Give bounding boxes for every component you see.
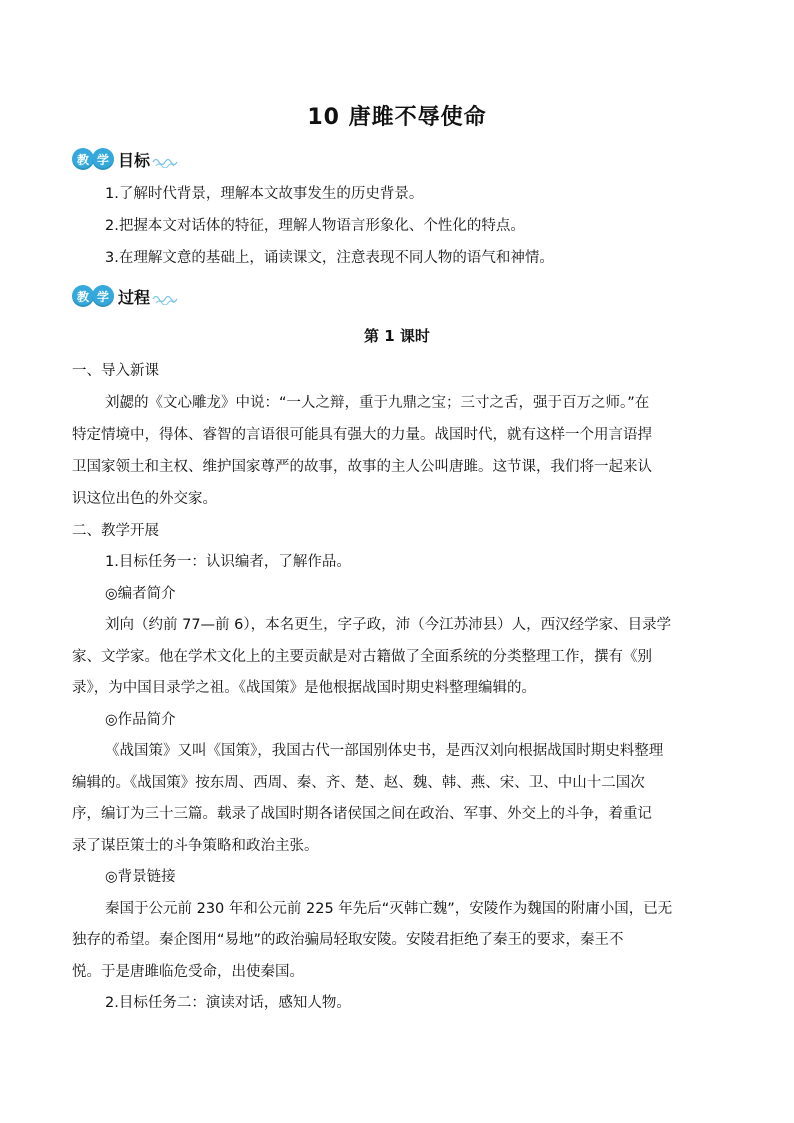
wave-decoration-icon xyxy=(152,293,178,305)
badge-char-1: 教 xyxy=(72,285,94,307)
paragraph-line: 特定情境中，得体、睿智的言语很可能具有强大的力量。战国时代，就有这样一个用言语捍 xyxy=(72,427,652,443)
paragraph-line: 独存的希望。秦企图用“易地”的政治骗局轻取安陵。安陵君拒绝了秦王的要求，秦王不 xyxy=(72,932,624,948)
section-heading-intro: 一、导入新课 xyxy=(72,363,159,379)
paragraph-line: 《战国策》又叫《国策》，我国古代一部国别体史书，是西汉刘向根据战国时期史料整理 xyxy=(105,743,664,759)
goal-item: 1.了解时代背景，理解本文故事发生的历史背景。 xyxy=(105,186,424,202)
task-heading: 2.目标任务二：演读对话，感知人物。 xyxy=(105,995,351,1011)
paragraph-line: 悦。于是唐雎临危受命，出使秦国。 xyxy=(72,964,304,980)
goal-item: 2.把握本文对话体的特征，理解人物语言形象化、个性化的特点。 xyxy=(105,218,525,234)
section-badge xyxy=(72,285,112,307)
lesson-title: 第 1 课时 xyxy=(364,327,430,345)
subheading-work: ◎作品简介 xyxy=(105,712,176,728)
task-heading: 1.目标任务一：认识编者，了解作品。 xyxy=(105,554,351,570)
section-label: 目标 xyxy=(118,150,151,170)
badge-char-2: 学 xyxy=(92,148,114,170)
paragraph-line: 刘勰的《文心雕龙》中说：“一人之辩，重于九鼎之宝；三寸之舌，强于百万之师。”在 xyxy=(105,395,650,411)
section-header-goals xyxy=(72,146,178,172)
paragraph-line: 识这位出色的外交家。 xyxy=(72,491,217,507)
badge-char-2: 学 xyxy=(92,285,114,307)
paragraph-line: 序，编订为三十三篇。载录了战国时期各诸侯国之间在政治、军事、外交上的斗争，着重记 xyxy=(72,806,652,822)
section-label: 过程 xyxy=(118,287,151,307)
subheading-background: ◎背景链接 xyxy=(105,869,176,885)
subheading-editor: ◎编者简介 xyxy=(105,586,176,602)
section-header-process xyxy=(72,283,178,309)
paragraph-line: 录》，为中国目录学之祖。《战国策》是他根据战国时期史料整理编辑的。 xyxy=(72,680,536,696)
section-badge xyxy=(72,148,112,170)
paragraph-line: 家、文学家。他在学术文化上的主要贡献是对古籍做了全面系统的分类整理工作，撰有《别 xyxy=(72,649,652,665)
paragraph-line: 刘向（约前 77—前 6），本名更生，字子政，沛（今江苏沛县）人，西汉经学家、目录学 xyxy=(105,617,672,633)
section-heading-teaching: 二、教学开展 xyxy=(72,523,159,539)
wave-decoration-icon xyxy=(152,156,178,168)
paragraph-line: 编辑的。《战国策》按东周、西周、秦、齐、楚、赵、魏、韩、燕、宋、卫、中山十二国次 xyxy=(72,775,645,791)
paragraph-line: 卫国家领土和主权、维护国家尊严的故事，故事的主人公叫唐雎。这节课，我们将一起来认 xyxy=(72,459,652,475)
document-title: 10 唐雎不辱使命 xyxy=(307,105,487,130)
paragraph-line: 录了谋臣策士的斗争策略和政治主张。 xyxy=(72,838,319,854)
paragraph-line: 秦国于公元前 230 年和公元前 225 年先后“灭韩亡魏”，安陵作为魏国的附庸小国，已无 xyxy=(105,901,673,917)
badge-char-1: 教 xyxy=(72,148,94,170)
goal-item: 3.在理解文意的基础上，诵读课文，注意表现不同人物的语气和神情。 xyxy=(105,250,554,266)
